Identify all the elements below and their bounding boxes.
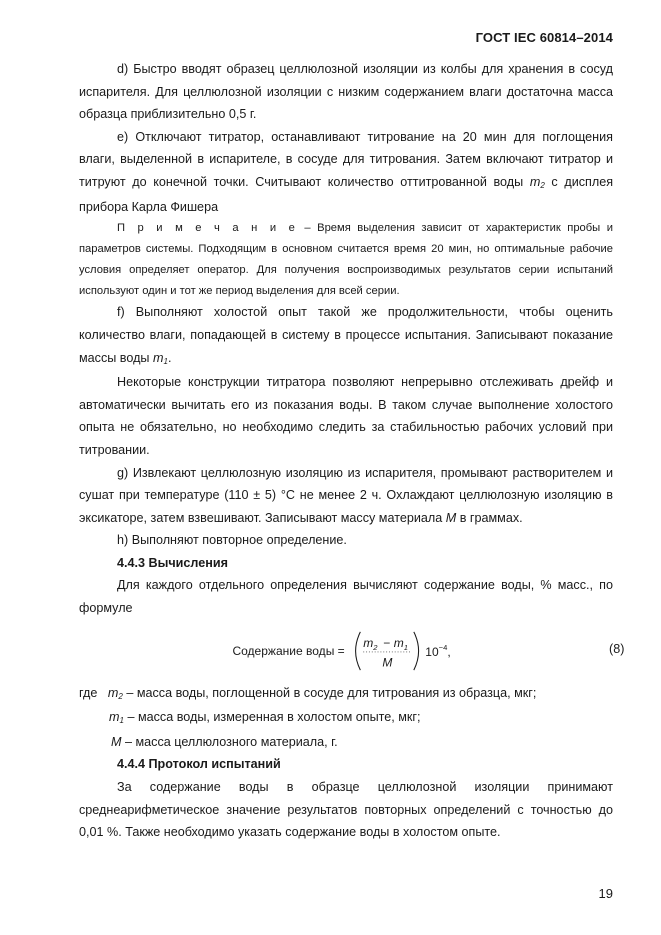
formula-8 bbox=[79, 624, 625, 678]
paragraph-h: h) Выполняют повторное определение. bbox=[117, 533, 347, 548]
paragraph-e-tail: с дисплея прибора Карла Фишера bbox=[79, 174, 614, 214]
formula-lhs: Содержание воды = bbox=[232, 643, 345, 658]
paragraph-e-text: e) Отключают титратор, останавливают титрование на 20 мин для поглощения влаги, выделенной в испарителе, в сосуде для титрования. Затем включают титратор и титруют до конечной точки. Считывают количество оттитрованной воды bbox=[79, 129, 613, 189]
document-code-header: ГОСТ IEC 60814–2014 bbox=[475, 30, 613, 45]
variable-m1: $m_1$ bbox=[152, 350, 168, 366]
legend-m2: где $m_2$ – масса воды, поглощенной в сосуде для титрования из образца, мкг; bbox=[79, 685, 537, 701]
formula-svg bbox=[227, 630, 467, 672]
paragraph-f-text: f) Выполняют холостой опыт такой же продолжительности, чтобы оценить количество влаги, попадающей в систему в процессе испытания. Записывают показание массы воды bbox=[79, 305, 613, 365]
paragraph-g-text: g) Извлекают целлюлозную изоляцию из испарителя, промывают растворителем и сушат при температуре (110 ± 5) °С не менее 2 ч. Охлаждают целлюлозную изоляцию в эксикаторе, затем взвешивают. Записывают массу материала bbox=[79, 465, 613, 525]
paragraph-g-tail: в граммах. bbox=[459, 510, 523, 525]
left-paren bbox=[356, 632, 361, 670]
formula-legend bbox=[79, 682, 613, 754]
note-text: – Время выделения зависит от характеристик пробы и параметров системы. Подходящим в основном считается время 20 мин, но оптимальные рабочие условия определяет оператор. Для получения воспроизводимых результатов серии испытаний используют один и тот же период выделения для всей серии. bbox=[79, 222, 613, 297]
numerator-m2: $m_2$ bbox=[363, 635, 378, 652]
numerator-minus: − bbox=[383, 635, 391, 650]
paragraph-drift: Некоторые конструкции титратора позволяют непрерывно отслеживать дрейф и автоматически вычитать его из показания воды. В таком случае выполнение холостого опыта не обязательно, но необходимо следить за стабильностью рабочих условий при титровании. bbox=[79, 375, 613, 457]
note-label: П р и м е ч а н и е bbox=[117, 222, 298, 235]
variable-m2: $m_2$ bbox=[529, 174, 545, 190]
section-title-calculations: 4.4.3 Вычисления bbox=[117, 555, 228, 570]
page-body bbox=[79, 58, 625, 844]
page-number: 19 bbox=[598, 886, 613, 901]
equation-number: (8) bbox=[609, 641, 625, 656]
paragraph-e bbox=[79, 126, 613, 218]
calculations-intro: Для каждого отдельного определения вычисляют содержание воды, % масс., по формуле bbox=[79, 578, 613, 616]
paragraph-f: f) Выполняют холостой опыт такой же продолжительности, чтобы оценить количество влаги, попадающей в систему в процессе испытания. Записывают показание массы воды $m_1$. bbox=[79, 305, 613, 366]
legend-M: M – масса целлюлозного материала, г. bbox=[111, 734, 338, 749]
numerator-m1: $m_1$ bbox=[393, 635, 409, 652]
variable-M: M bbox=[445, 510, 457, 525]
denominator-M: M bbox=[382, 654, 393, 669]
legend-m1: $m_1$ – масса воды, измеренная в холостом опыте, мкг; bbox=[109, 710, 421, 726]
paragraph-g bbox=[79, 462, 613, 530]
right-paren bbox=[414, 632, 419, 670]
factor: $10^{-4}$, bbox=[425, 642, 451, 659]
note bbox=[79, 218, 613, 301]
protocol-text: За содержание воды в образце целлюлозной изоляции принимают среднеарифметическое значение результатов повторных определений с точностью до 0,01 %. Также необходимо указать содержание воды в холостом опыте. bbox=[79, 780, 613, 840]
paragraph-d: d) Быстро вводят образец целлюлозной изоляции из колбы для хранения в сосуд испарителя. Для целлюлозной изоляции с низким содержанием влаги достаточна масса образца приблизительно 0,5 г. bbox=[79, 62, 613, 122]
section-title-protocol: 4.4.4 Протокол испытаний bbox=[117, 757, 281, 772]
